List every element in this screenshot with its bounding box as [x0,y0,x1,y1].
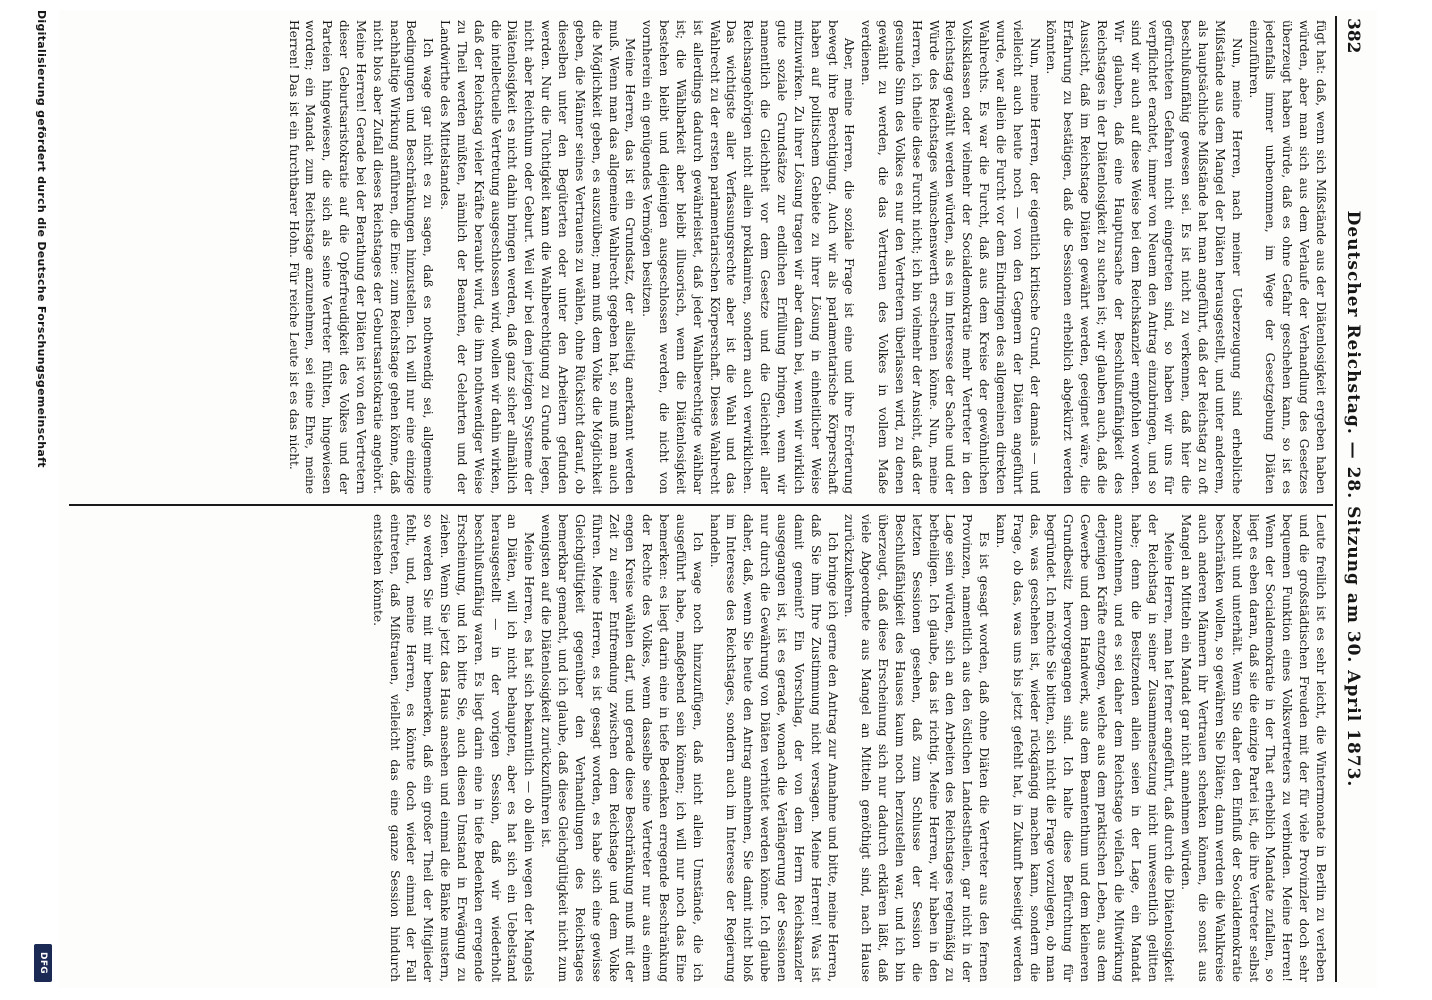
header-rule [1335,16,1337,982]
page-number: 382 [1343,18,1363,54]
paragraph: Meine Herren, das ist ein Grundsatz, der allseitig anerkannt werden muß. Wenn man das allgemeine Wahlrecht gegeben hat, so muß man auch die Möglichkeit geben, es auszuüben; man muß dem Volke die Möglichkeit geben, die Männer seines Vertrauens zu wählen, ohne Rücksicht darauf, ob dieselben unter den Begüterten oder unter den Arbeitern gefunden werden. Nur die Tüchtigkeit kann die Wahlberechtigung zu Grunde legen, nicht aber Reichthum oder Geburt. Weil wir bei dem jetzigen Systeme der Diätenlosigkeit es nicht dahin bringen werden, daß ganz sicher allmählich die intellectuelle Vertretung ausgeschlossen wird, wollen wir dahin wirken, daß der Reichstag vieler Kräfte beraubt wird, die ihm nothwendiger Weise zu Theil werden müßten, nämlich der Beamten, der Gelehrten und der Landwirthe des Mittelstandes. [438,20,638,494]
scanned-page [59,10,1377,988]
paragraph: fügt hat: daß, wenn sich Mißstände aus der Diätenlosigkeit ergeben haben würden, aber man sich aus dem Verlaufe der Verhandlung des Gesetzes überzeugt haben würde, daß es ohne Gefahr geschehen kann, so ist es jedenfalls immer unbenommen, im Wege der Gesetzgebung Diäten einzuführen. [1246,20,1328,494]
paragraph: Nun, meine Herren, nach meiner Ueberzeugung sind erhebliche Mißstände aus dem Mangel der Diäten herausgestellt, und unter anderem, als hauptsächliche Mißstände hat man angeführt, daß der Reichstag zu oft beschlußunfähig gewesen sei. Es ist nicht zu verkennen, daß hier die gefürchteten Gefahren nicht eingetreten sind, so haben wir uns für verpflichtet erachtet, immer von Neuem den Antrag einzubringen, und so sind wir auch auf diese Weise bei dem Reichskanzler empfohlen worden. Wir glauben, daß eine Hauptursache der Beschlußunfähigkeit des Reichstages in der Diätenlosigkeit zu suchen ist; wir glauben auch, daß die Aussicht, daß im Reichstage Diäten gewährt werden, geeignet wäre, die Erfahrung zu bestätigen, daß die Sessionen erheblich abgekürzt werden könnten. [1044,20,1244,494]
digitization-credit: Digitalisierung gefördert durch die Deutsche Forschungsgemeinschaft [35,10,48,468]
page-header [1337,10,1363,988]
left-column [67,20,1329,494]
column-divider [69,504,1333,506]
paragraph: Meine Herren, man hat ferner angeführt, daß durch die Diätenlosigkeit der Reichstag in seiner Zusammensetzung nicht unwesentlich gelitten habe; denn die Besitzenden allein seien in der Lage, ein Mandat anzunehmen, und es sei daher dem Reichstage vielfach die Mitwirkung derjenigen Kräfte entzogen, welche aus dem praktischen Leben, aus dem Gewerbe und dem Handwerk, aus dem Beamtenthum und dem kleineren Grundbesitz hervorgegangen sind. Ich halte diese Befürchtung für begründet. Ich möchte Sie bitten, sich nicht die Frage vorzulegen, ob man das, was geschehen ist, wieder rückgängig machen kann, sondern die Frage, ob das, was uns bis jetzt gefehlt hat, in Zukunft beseitigt werden kann. [993,514,1177,982]
paragraph: Es ist gesagt worden, daß ohne Diäten die Vertreter aus den fernen Provinzen, namentlich aus den östlichen Landestheilen, gar nicht in der Lage sein würden, sich an den Arbeiten des Reichstages regelmäßig zu betheiligen. Ich glaube, das ist richtig. Meine Herren, wir haben in den letzten Sessionen gesehen, daß zum Schlusse der Session die Beschlußfähigkeit des Hauses kaum noch herzustellen war, und ich bin überzeugt, daß diese Erscheinung sich nur dadurch erklären läßt, daß viele Abgeordnete aus Mangel an Mitteln genöthigt sind, nach Hause zurückzukehren. [842,514,992,982]
running-title: Deutscher Reichstag. — 28. Sitzung am 30. April 1873. [1343,210,1363,788]
paragraph: Ich wage noch hinzuzufügen, daß nicht allein Umstände, die ich ausgeführt habe, maßgebend sein können; ich will nur noch das Eine bemerken: es liegt darin eine in tiefe Bedenken erregende Beschränkung der Rechte des Volkes, wenn dasselbe seine Vertreter nur aus einem engen Kreise wählen darf, und gerade diese Beschränkung muß mit der Zeit zu einer Entfremdung zwischen dem Reichstage und dem Volke führen. Meine Herren, es ist gesagt worden, es habe sich eine gewisse Gleichgültigkeit gegenüber den Verhandlungen des Reichstages bemerkbar gemacht, und ich glaube, daß diese Gleichgültigkeit nicht zum wenigsten auf die Diätenlosigkeit zurückzuführen ist. [539,514,705,982]
paragraph: Meine Herren, es hat sich bekanntlich — ob allein wegen der Mangels an Diäten, will ich nicht behaupten, aber es hat sich ein Uebelstand herausgestellt — in der vorigen Session, daß wir wiederholt beschlußunfähig waren. Es liegt darin eine in tiefe Bedenken erregende Erscheinung, und ich bitte Sie, auch diesen Umstand in Erwägung zu ziehen. Wenn Sie jetzt das Haus ansehen und einmal die Bänke mustern, so werden Sie mit mir bemerken, daß ein großer Theil der Mitglieder fehlt, und, meine Herren, es könnte doch wieder einmal der Fall eintreten, daß Mißtrauen, vielleicht das eine ganze Session hindurch entstehen könnte. [370,514,537,982]
paragraph: Ich wage gar nicht es zu sagen, daß es nothwendig sei, allgemeine Bedingungen und Beschränkungen hinzustellen. Ich will nur eine einzige nachhaltige Wirkung anführen, die Eine: zum Reichstage gehen könne, daß nicht blos aber Zufall dieses Reichstages der Geburtsaristokratie angehört. Meine Herren! Gerade bei der Berathung der Diäten ist von den Vertretern dieser Geburtsaristokratie auf die Opferfreudigkeit des Volkes und der Parteien hingewiesen, die sich als seine Vertreter fühlten, hingewiesen worden; ein Mandat zum Reichstage anzunehmen, sei eine Ehre, meine Herren! Das ist ein furchtbarer Hohn. Für reiche Leute ist es das nicht. [286,20,436,494]
paragraph: Ich bringe ich gerne den Antrag zur Annahme und bitte, meine Herren, daß Sie ihm Ihre Zustimmung nicht versagen. Meine Herren! Was ist damit gemeint? Ein Vorschlag, der von dem Herrn Reichskanzler ausgegangen ist, ist es gerade, wonach die Verlängerung der Sessionen nur durch die Gewährung von Diäten verhütet werden könne. Ich glaube daher, daß, wenn Sie heute den Antrag annehmen, Sie damit nicht bloß im Interesse des Reichstages, sondern auch im Interesse der Regierung handeln. [707,514,840,982]
dfg-logo: DFG [34,944,52,982]
paragraph: Aber, meine Herren, die soziale Frage ist eine und ihre Erörterung bewegt ihre Berechtigung. Auch wir als parlamentarische Körperschaft haben auf politischem Gebiete zu ihrer Lösung in einheitlicher Weise mitzuwirken. Zu ihrer Lösung tragen wir aber dann bei, wenn wir wirklich gute soziale Grundsätze zur endlichen Erfüllung bringen, wenn wir namentlich die Gleichheit vor dem Gesetze und die Gleichheit aller Reichsangehörigen nicht allein proklamiren, sondern auch verwirklichen. Das wichtigste aller Verfassungsrechte aber ist die Wahl und das Wahlrecht zu der ersten parlamentarischen Körperschaft. Dieses Wahlrecht ist allerdings dadurch gewährleistet, daß jeder Wahlberechtigte wählbar ist; die Wählbarkeit aber bleibt illusorisch, wenn die Diätenlosigkeit bestehen bleibt und diejenigen ausgeschlossen werden, die nicht von vornherein ein genügendes Vermögen besitzen. [640,20,857,494]
digitization-credit-strip [28,10,54,988]
right-column [67,514,1329,982]
paragraph: Nun, meine Herren, der eigentlich kritische Grund, der damals — und vielleicht auch heute noch — von den Gegnern der Diäten angeführt wurde, war allein die Furcht vor dem Eindringen des allgemeinen direkten Wahlrechts. Es war die Furcht, daß aus dem Kreise der gewöhnlichen Volksklassen oder vielmehr der Socialdemokratie mehr Vertreter in den Reichstag gewählt werden würden, als es im Interesse der Sache und der Würde des Reichstages wünschenswerth erscheinen könne. Nun, meine Herren, ich theile diese Furcht nicht; ich bin vielmehr der Ansicht, daß der gesunde Sinn des Volkes es nur den Vertretern überlassen wird, zu denen gewählt zu werden, die das Vertrauen des Volkes in vollem Maße verdienen. [859,20,1042,494]
paragraph: Leute freilich ist es sehr leicht, die Wintermonate in Berlin zu verleben und die großstädtischen Freuden mit der für viele Provinzler doch sehr bequemen Funktion eines Volksvertreters zu verbinden. Meine Herren! Wenn der Socialdemokratie in der That erheblich Mandate zufallen, so liegt es eben daran, daß sie die einzige Partei ist, die ihre Vertreter selbst bezahlt und unterhält. Wenn Sie daher den Einfluß der Socialdemokratie beschränken wollen, so gewähren Sie Diäten; dann werden die Wahlkreise auch anderen Männern ihr Vertrauen schenken können, die sonst aus Mangel an Mitteln ein Mandat gar nicht annehmen würden. [1179,514,1328,982]
